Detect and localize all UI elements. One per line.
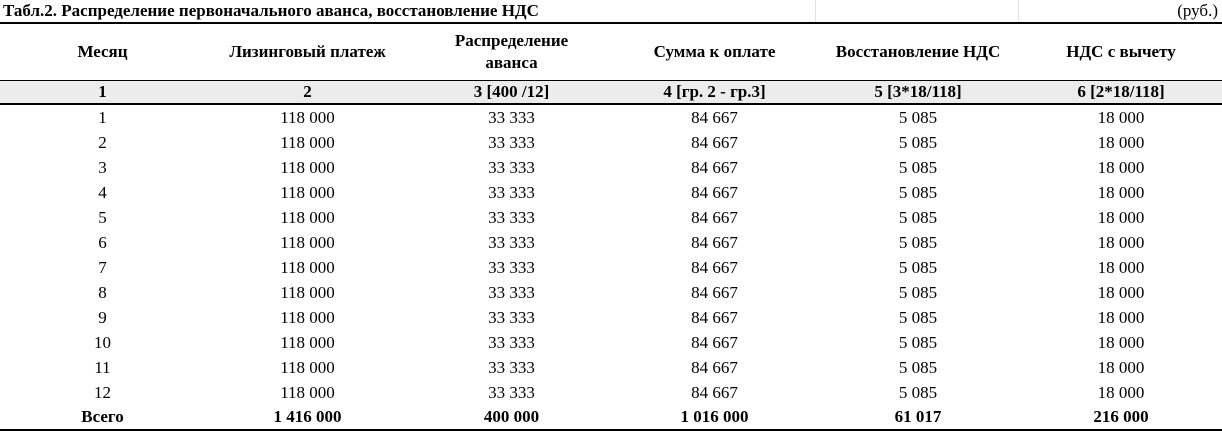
table-cell: 5 085 [898, 358, 938, 377]
column-number: 4 [гр. 2 - гр.3] [613, 81, 816, 105]
table-cell: 84 667 [691, 308, 738, 327]
table-row [0, 155, 1222, 180]
table-row [0, 180, 1222, 205]
table-cell: 5 085 [898, 233, 938, 252]
table-cell: 33 333 [488, 383, 535, 402]
table-cell: 84 667 [691, 208, 738, 227]
table-cell: 33 333 [488, 258, 535, 277]
table-row [0, 305, 1222, 330]
table-cell: 18 000 [1097, 158, 1145, 177]
table-cell: 33 333 [488, 308, 535, 327]
column-number: 2 [205, 81, 410, 105]
month-cell: 4 [98, 183, 107, 202]
table-cell: 5 085 [898, 258, 938, 277]
table-cell: 18 000 [1097, 233, 1145, 252]
month-cell: 6 [98, 233, 107, 252]
total-cell: 216 000 [1020, 405, 1222, 430]
header-vat-deduction: НДС с вычету [1020, 23, 1222, 81]
table-cell: 84 667 [691, 333, 738, 352]
table-body [0, 104, 1222, 405]
column-number: 5 [3*18/118] [816, 81, 1020, 105]
month-cell: 7 [98, 258, 107, 277]
table-cell: 118 000 [280, 283, 335, 302]
month-cell: 3 [98, 158, 107, 177]
table-row [0, 355, 1222, 380]
table-cell: 33 333 [488, 208, 535, 227]
table-cell: 84 667 [691, 108, 738, 127]
table-row [0, 380, 1222, 405]
table-cell: 118 000 [280, 158, 335, 177]
column-number: 1 [0, 81, 205, 105]
header-advance-distribution [410, 23, 613, 81]
cell-gridline [1018, 0, 1019, 22]
table-cell: 84 667 [691, 358, 738, 377]
total-label: Всего [0, 405, 205, 430]
table-cell: 18 000 [1097, 308, 1145, 327]
table-row [0, 280, 1222, 305]
table-cell: 18 000 [1097, 183, 1145, 202]
table-cell: 84 667 [691, 383, 738, 402]
title-bar [0, 0, 1222, 22]
table-cell: 33 333 [488, 358, 535, 377]
table-cell: 84 667 [691, 258, 738, 277]
month-cell: 5 [98, 208, 107, 227]
table-cell: 18 000 [1097, 383, 1145, 402]
column-number-row [0, 81, 1222, 105]
table-cell: 33 333 [488, 183, 535, 202]
table-cell: 118 000 [280, 333, 335, 352]
table-cell: 33 333 [488, 108, 535, 127]
table-cell: 5 085 [898, 208, 938, 227]
table-cell: 5 085 [898, 333, 938, 352]
total-cell: 1 016 000 [613, 405, 816, 430]
table-cell: 118 000 [280, 358, 335, 377]
column-number: 3 [400 /12] [410, 81, 613, 105]
column-number: 6 [2*18/118] [1020, 81, 1222, 105]
table-row [0, 255, 1222, 280]
header-vat-restoration: Восстановление НДС [816, 23, 1020, 81]
table-cell: 84 667 [691, 133, 738, 152]
table-cell: 18 000 [1097, 258, 1145, 277]
table-cell: 118 000 [280, 308, 335, 327]
total-cell: 400 000 [410, 405, 613, 430]
table-title: Табл.2. Распределение первоначального аванса, восстановление НДС [3, 1, 539, 20]
table-cell: 18 000 [1097, 133, 1145, 152]
table-cell: 84 667 [691, 158, 738, 177]
table-cell: 5 085 [898, 308, 938, 327]
month-cell: 9 [98, 308, 107, 327]
table-cell: 5 085 [898, 383, 938, 402]
table-cell: 18 000 [1097, 208, 1145, 227]
month-cell: 12 [94, 383, 111, 402]
header-row [0, 23, 1222, 81]
total-cell: 61 017 [816, 405, 1020, 430]
table-cell: 33 333 [488, 158, 535, 177]
table-row [0, 104, 1222, 130]
table-cell: 33 333 [488, 283, 535, 302]
table-cell: 33 333 [488, 233, 535, 252]
table-cell: 118 000 [280, 383, 335, 402]
header-lease-payment: Лизинговый платеж [205, 23, 410, 81]
month-cell: 10 [94, 333, 111, 352]
table-row [0, 130, 1222, 155]
table-cell: 18 000 [1097, 333, 1145, 352]
table-cell: 5 085 [898, 183, 938, 202]
table-cell: 84 667 [691, 183, 738, 202]
table-cell: 5 085 [898, 133, 938, 152]
table-cell: 5 085 [898, 108, 938, 127]
month-cell: 8 [98, 283, 107, 302]
table-cell: 118 000 [280, 133, 335, 152]
table-cell: 84 667 [691, 233, 738, 252]
header-amount-due: Сумма к оплате [613, 23, 816, 81]
total-row [0, 405, 1222, 430]
table-row [0, 230, 1222, 255]
month-cell: 1 [98, 108, 107, 127]
table-cell: 84 667 [691, 283, 738, 302]
table-row [0, 330, 1222, 355]
cell-gridline [815, 0, 816, 22]
table-cell: 18 000 [1097, 358, 1145, 377]
table-cell: 118 000 [280, 233, 335, 252]
table-cell: 118 000 [280, 183, 335, 202]
table-cell: 118 000 [280, 258, 335, 277]
table-cell: 5 085 [898, 283, 938, 302]
table-cell: 118 000 [280, 208, 335, 227]
table-row [0, 205, 1222, 230]
unit-label: (руб.) [1177, 1, 1218, 20]
month-cell: 11 [94, 358, 111, 377]
table-cell: 5 085 [898, 158, 938, 177]
table-cell: 18 000 [1097, 283, 1145, 302]
advance-distribution-table [0, 22, 1222, 431]
total-cell: 1 416 000 [205, 405, 410, 430]
header-month: Месяц [0, 23, 205, 81]
table-cell: 118 000 [280, 108, 335, 127]
header-advance-distribution-text: Распределение аванса [454, 31, 569, 72]
table-cell: 33 333 [488, 133, 535, 152]
table-cell: 33 333 [488, 333, 535, 352]
month-cell: 2 [98, 133, 107, 152]
table-cell: 18 000 [1097, 108, 1145, 127]
